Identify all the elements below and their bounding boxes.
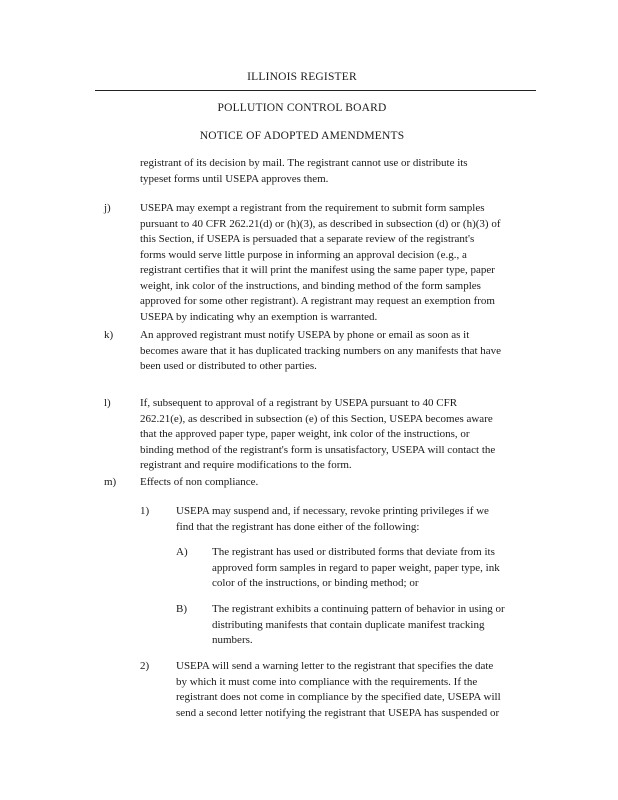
text-line: weight, ink color of the instructions, and binding method of the form samples [140, 279, 481, 292]
text-line: The registrant exhibits a continuing pattern of behavior in using or [212, 603, 505, 615]
text-line: USEPA may exempt a registrant from the requirement to submit form samples [140, 202, 485, 214]
subparagraph-label-b: B) [176, 603, 187, 615]
text-line: color of the instructions, or binding method; or [212, 577, 419, 589]
text-line: pursuant to 40 CFR 262.21(d) or (h)(3), as described in subsection (d) or (h)(3) of [140, 217, 501, 230]
text-line: by which it must come into compliance with the requirements. If the [176, 675, 478, 688]
text-line: registrant and require modifications to the form. [140, 459, 352, 471]
text-line: distributing manifests that contain duplicate manifest tracking [212, 618, 485, 631]
subparagraph-label-a: A) [176, 546, 188, 558]
subsection-label-j: j) [104, 202, 111, 214]
text-line: find that the registrant has done either of the following: [176, 520, 420, 533]
intro-paragraph [140, 156, 468, 187]
subsection-m-text [140, 475, 258, 491]
subparagraph-b-text [212, 602, 505, 649]
text-line: If, subsequent to approval of a registrant by USEPA pursuant to 40 CFR [140, 397, 458, 409]
text-line: 262.21(e), as described in subsection (e) of this Section, USEPA becomes aware [140, 412, 493, 425]
text-line: registrant does not come in compliance by the specified date, USEPA will [176, 691, 501, 703]
text-line: becomes aware that it has duplicated tracking numbers on any manifests that have [140, 344, 502, 357]
subsection-k-text [140, 328, 501, 375]
subsection-label-l: l) [104, 397, 111, 409]
text-line: registrant certifies that it will print the manifest using the same paper type, paper [140, 264, 495, 276]
subsection-label-m: m) [104, 476, 117, 488]
text-line: approved form samples in regard to paper weight, paper type, ink [212, 561, 500, 574]
text-line: Effects of non compliance. [140, 476, 259, 488]
register-title: ILLINOIS REGISTER [247, 71, 357, 83]
text-line: USEPA will send a warning letter to the registrant that specifies the date [176, 660, 494, 672]
subsection-l-text [140, 396, 495, 474]
text-line: USEPA may suspend and, if necessary, revoke printing privileges if we [176, 505, 489, 517]
text-line: registrant of its decision by mail. The registrant cannot use or distribute its [140, 157, 468, 169]
text-line: this Section, if USEPA is persuaded that a separate review of the registrant's [140, 233, 475, 245]
text-line: An approved registrant must notify USEPA by phone or email as soon as it [140, 329, 470, 341]
paragraph-1-text [176, 504, 489, 535]
text-line: numbers. [212, 634, 253, 646]
text-line: USEPA by indicating why an exemption is warranted. [140, 310, 378, 323]
text-line: that the approved paper type, paper weight, ink color of the instructions, or [140, 428, 470, 440]
text-line: send a second letter notifying the registrant that USEPA has suspended or [176, 706, 500, 719]
text-line: been used or distributed to other parties. [140, 360, 317, 372]
subsection-j-text [140, 201, 500, 325]
paragraph-2-text [176, 659, 501, 721]
text-line: The registrant has used or distributed forms that deviate from its [212, 546, 495, 558]
subparagraph-a-text [212, 545, 500, 592]
text-line: typeset forms until USEPA approves them. [140, 172, 329, 185]
board-title: POLLUTION CONTROL BOARD [217, 102, 387, 114]
text-line: forms would serve little purpose in informing an approval decision (e.g., a [140, 248, 467, 261]
paragraph-label-2: 2) [140, 660, 150, 672]
text-line: binding method of the registrant's form is unsatisfactory, USEPA will contact the [140, 443, 496, 456]
paragraph-label-1: 1) [140, 505, 150, 517]
text-line: approved for some other registrant). A registrant may request an exemption from [140, 295, 495, 307]
subsection-label-k: k) [104, 329, 114, 341]
notice-title: NOTICE OF ADOPTED AMENDMENTS [199, 130, 405, 142]
header-rule [95, 90, 536, 91]
